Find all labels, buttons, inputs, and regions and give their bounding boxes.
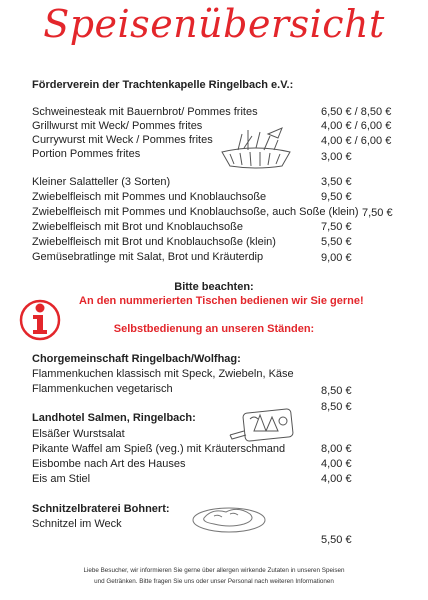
menu-item-price: 4,00 € (321, 473, 352, 485)
menu-item: Gemüsebratlinge mit Salat, Brot und Kräuterdip (32, 251, 264, 263)
menu-item: Eisbombe nach Art des Hauses (32, 458, 186, 470)
menu-item-price: 8,00 € (321, 443, 352, 455)
menu-item-price: 5,50 € (321, 236, 352, 248)
food-board-icon (228, 405, 296, 445)
allergen-footer-line1: Liebe Besucher, wir informieren Sie gerne über allergen wirkende Zutaten in unseren Speisen (83, 567, 345, 574)
menu-item: Flammenkuchen vegetarisch (32, 383, 173, 395)
section-heading-chorgemeinschaft: Chorgemeinschaft Ringelbach/Wolfhag: (32, 353, 241, 365)
menu-item: Eis am Stiel (32, 473, 91, 485)
menu-item: Elsäßer Wurstsalat (32, 428, 125, 440)
menu-item: Kleiner Salatteller (3 Sorten) (32, 176, 171, 188)
menu-item: Zwiebelfleisch mit Pommes und Knoblauchsoße (32, 191, 267, 203)
notice-service-text: An den nummerierten Tischen bedienen wir Sie gerne! (79, 295, 364, 307)
menu-item-price: 4,00 € / 6,00 € (321, 135, 392, 147)
allergen-footer-line2: und Getränken. Bitte fragen Sie uns oder unser Personal nach weiteren Informationen (94, 578, 334, 585)
menu-item-price: 8,50 € (321, 401, 352, 413)
section-heading-schnitzel: Schnitzelbraterei Bohnert: (32, 503, 170, 515)
notice-heading: Bitte beachten: (174, 281, 254, 293)
menu-item: Flammenkuchen klassisch mit Speck, Zwiebeln, Käse (32, 368, 294, 380)
section-heading-foerderverein: Förderverein der Trachtenkapelle Ringelbach e.V.: (32, 79, 294, 91)
menu-item-price: 8,50 € (321, 385, 352, 397)
schnitzel-plate-icon (190, 500, 268, 534)
section-heading-landhotel: Landhotel Salmen, Ringelbach: (32, 412, 196, 424)
menu-item: Zwiebelfleisch mit Brot und Knoblauchsoße (klein) (32, 236, 276, 248)
menu-item: Portion Pommes frites (32, 148, 141, 160)
page-title: Speisenübersicht (43, 2, 385, 46)
menu-item-price: 7,50 € (362, 207, 393, 219)
menu-item-price: 7,50 € (321, 221, 352, 233)
menu-item-price: 9,00 € (321, 252, 352, 264)
menu-item: Zwiebelfleisch mit Pommes und Knoblauchsoße, auch Soße (klein) (32, 206, 359, 218)
notice-selfservice-text: Selbstbedienung an unseren Ständen: (113, 323, 315, 335)
menu-item: Schnitzel im Weck (32, 518, 122, 530)
menu-item-price: 4,00 € / 6,00 € (321, 120, 392, 132)
menu-item-price: 3,00 € (321, 151, 352, 163)
fries-basket-icon (218, 126, 294, 170)
menu-item: Zwiebelfleisch mit Brot und Knoblauchsoße (32, 221, 243, 233)
menu-item-price: 9,50 € (321, 191, 352, 203)
menu-item-price: 5,50 € (321, 534, 352, 546)
info-icon (19, 296, 61, 344)
menu-item: Grillwurst mit Weck/ Pommes frites (32, 120, 203, 132)
menu-item: Schweinesteak mit Bauernbrot/ Pommes frites (32, 106, 258, 118)
menu-item: Currywurst mit Weck / Pommes frites (32, 134, 213, 146)
menu-item: Pikante Waffel am Spieß (veg.) mit Kräuterschmand (32, 443, 286, 455)
menu-item-price: 3,50 € (321, 176, 352, 188)
menu-item-price: 6,50 € / 8,50 € (321, 106, 392, 118)
menu-item-price: 4,00 € (321, 458, 352, 470)
